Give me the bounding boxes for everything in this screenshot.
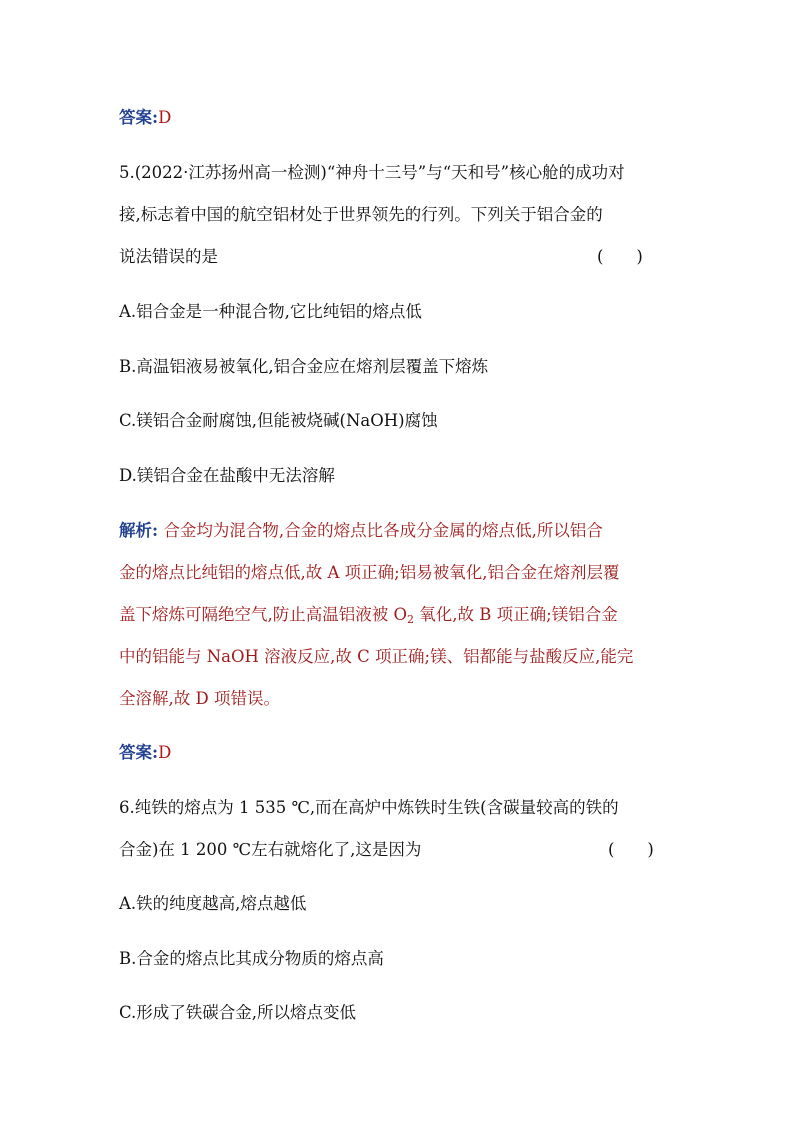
question-5-line-1: 5.(2022·江苏扬州高一检测)“神舟十三号”与“天和号”核心舱的成功对 — [119, 163, 625, 182]
answer-2 — [119, 743, 171, 763]
answer-1 — [119, 108, 171, 128]
question-5-line-2: 接,标志着中国的航空铝材处于世界领先的行列。下列关于铝合金的 — [119, 205, 603, 224]
answer-label: 答案: — [119, 108, 159, 127]
option-c: C.镁铝合金耐腐蚀,但能被烧碱(NaOH)腐蚀 — [119, 411, 438, 430]
option-c: C.形成了铁碳合金,所以熔点变低 — [119, 1003, 357, 1022]
analysis-text-3b: 氧化,故 B 项正确;镁铝合金 — [414, 605, 618, 624]
answer-value: D — [158, 108, 172, 127]
analysis-line-4: 中的铝能与 NaOH 溶液反应,故 C 项正确;镁、铝都能与盐酸反应,能完 — [119, 647, 634, 666]
answer-label: 答案: — [119, 743, 159, 762]
analysis-line-2: 金的熔点比纯铝的熔点低,故 A 项正确;铝易被氧化,铝合金在熔剂层覆 — [119, 563, 620, 582]
question-5-line-3: 说法错误的是 — [119, 247, 218, 266]
question-6-line-2: 合金)在 1 200 ℃左右就熔化了,这是因为 — [119, 840, 422, 859]
question-6-line-1: 6.纯铁的熔点为 1 535 ℃,而在高炉中炼铁时生铁(含碳量较高的铁的 — [119, 798, 619, 817]
analysis-text-1: 合金均为混合物,合金的熔点比各成分金属的熔点低,所以铝合 — [158, 521, 603, 540]
option-b: B.高温铝液易被氧化,铝合金应在熔剂层覆盖下熔炼 — [119, 357, 489, 376]
subscript-2: 2 — [407, 613, 415, 626]
option-b: B.合金的熔点比其成分物质的熔点高 — [119, 949, 384, 968]
option-a: A.铝合金是一种混合物,它比纯铝的熔点低 — [119, 302, 422, 321]
answer-parenthesis: ( ) — [597, 247, 643, 266]
answer-parenthesis: ( ) — [608, 840, 654, 859]
analysis-line-5: 全溶解,故 D 项错误。 — [119, 689, 280, 708]
analysis-label: 解析: — [119, 521, 159, 540]
option-a: A.铁的纯度越高,熔点越低 — [119, 894, 307, 913]
analysis-line-3 — [119, 605, 618, 625]
answer-value: D — [158, 743, 172, 762]
analysis-text-3a: 盖下熔炼可隔绝空气,防止高温铝液被 O — [119, 605, 408, 624]
analysis-line-1 — [119, 521, 603, 541]
option-d: D.镁铝合金在盐酸中无法溶解 — [119, 466, 335, 485]
